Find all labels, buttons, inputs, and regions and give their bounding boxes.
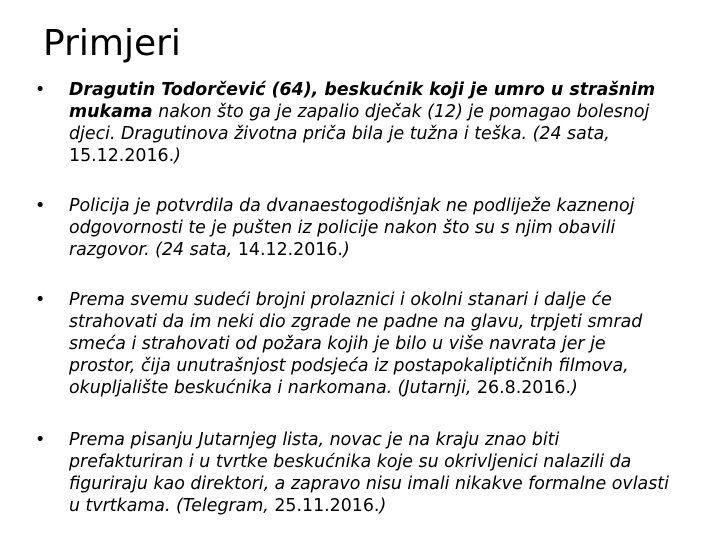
bullet-item-4-text: Prema pisanju Jutarnjeg lista, novac je na kraju znao biti prefakturiran i u tvrtke beskućnika koje su okrivljenici nalazili da figuriraju kao direktori, a zapravo nisu imali nikakve formalne ovlasti u tvrtkama. (Telegram,: [69, 430, 669, 516]
bullet-item-3-tail: ): [571, 378, 578, 398]
bullet-item-4-tail: ): [379, 496, 387, 516]
bullet-item-2-date: 14.12.2016.: [237, 240, 343, 260]
bullet-item-2-text: Policija je potvrdila da dvanaestogodišnjak ne podliježe kaznenoj odgovornosti te je pušten iz policije nakon što su s njim obavili razgovor. (24 sata,: [69, 196, 635, 260]
bullet-item-1: [35, 79, 675, 167]
bullet-item-2: [35, 195, 675, 261]
bullet-item-3-text: Prema svemu sudeći brojni prolaznici i okolni stanari i dalje će strahovati da im neki dio zgrade ne padne na glavu, trpjeti smrad smeća i strahovati od požara kojih je bilo u više navrata jer je prostor, čija unutrašnjost podsjeća iz postapokaliptičnih filmova, okupljalište beskućnika i narkomana. (Jutarnji,: [69, 290, 643, 398]
slide-title: Primjeri: [43, 23, 181, 64]
bullet-item-1-tail: ): [174, 146, 181, 166]
bullet-icon: •: [35, 430, 46, 450]
bullet-item-4-date: 25.11.2016.: [274, 496, 380, 516]
bullet-item-1-text: nakon što ga je zapalio dječak (12) je pomagao bolesnoj djeci. Dragutinova životna priča bila je tužna i teška. (24 sata,: [69, 102, 650, 144]
bullet-item-1-date: 15.12.2016.: [69, 146, 175, 166]
bullet-icon: •: [35, 196, 46, 216]
bullet-item-3-date: 26.8.2016.: [476, 378, 572, 398]
bullet-item-1-bold: Dragutin Todorčević (64), beskućnik koji je umro u strašnim mukama: [69, 80, 656, 122]
bullet-icon: •: [35, 80, 46, 100]
bullet-item-4: [35, 429, 675, 517]
bullet-item-3: [35, 289, 675, 399]
bullet-icon: •: [35, 290, 46, 310]
bullet-item-2-tail: ): [342, 240, 350, 260]
